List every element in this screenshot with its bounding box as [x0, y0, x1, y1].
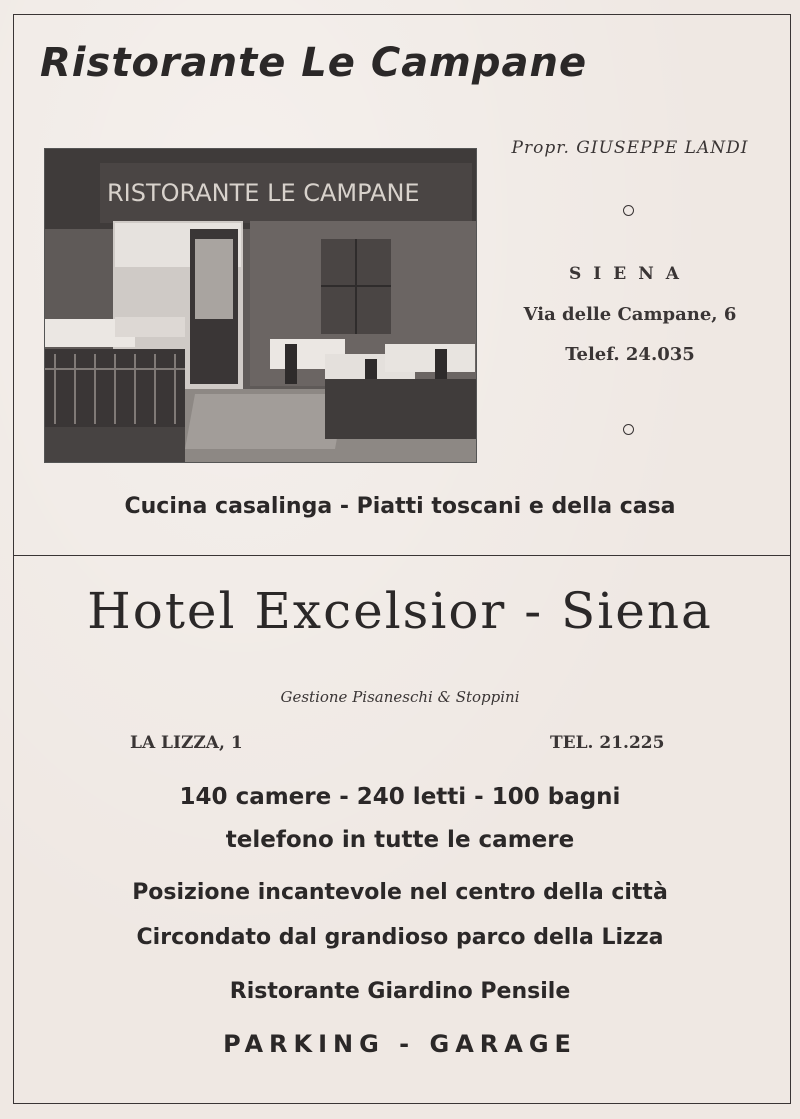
ornament-circle-top [623, 205, 634, 216]
hotel-position-line: Posizione incantevole nel centro della città [132, 880, 668, 905]
hotel-address: LA LIZZA, 1 [130, 733, 243, 753]
restaurant-address: Via delle Campane, 6 [523, 304, 737, 325]
section-divider [13, 555, 791, 556]
proprietor-line: Propr. GIUSEPPE LANDI [511, 138, 749, 158]
hotel-management: Gestione Pisaneschi & Stoppini [280, 688, 520, 706]
hotel-phone-rooms-line: telefono in tutte le camere [225, 827, 575, 853]
ornament-circle-bottom [623, 424, 634, 435]
sign-text: RISTORANTE LE CAMPANE [107, 179, 420, 207]
hotel-capacity-line: 140 camere - 240 letti - 100 bagni [179, 784, 621, 810]
hotel-title: Hotel Excelsior - Siena [87, 582, 713, 640]
restaurant-tagline: Cucina casalinga - Piatti toscani e della casa [124, 494, 676, 519]
hotel-restaurant-line: Ristorante Giardino Pensile [229, 979, 571, 1004]
hotel-parking-line: PARKING - GARAGE [223, 1030, 577, 1058]
restaurant-phone: Telef. 24.035 [565, 344, 695, 365]
restaurant-title: Ristorante Le Campane [40, 40, 588, 86]
restaurant-city: SIENA [569, 264, 691, 284]
hotel-phone: TEL. 21.225 [550, 733, 665, 753]
restaurant-photo [44, 148, 477, 463]
hotel-park-line: Circondato dal grandioso parco della Lizza [136, 925, 664, 950]
